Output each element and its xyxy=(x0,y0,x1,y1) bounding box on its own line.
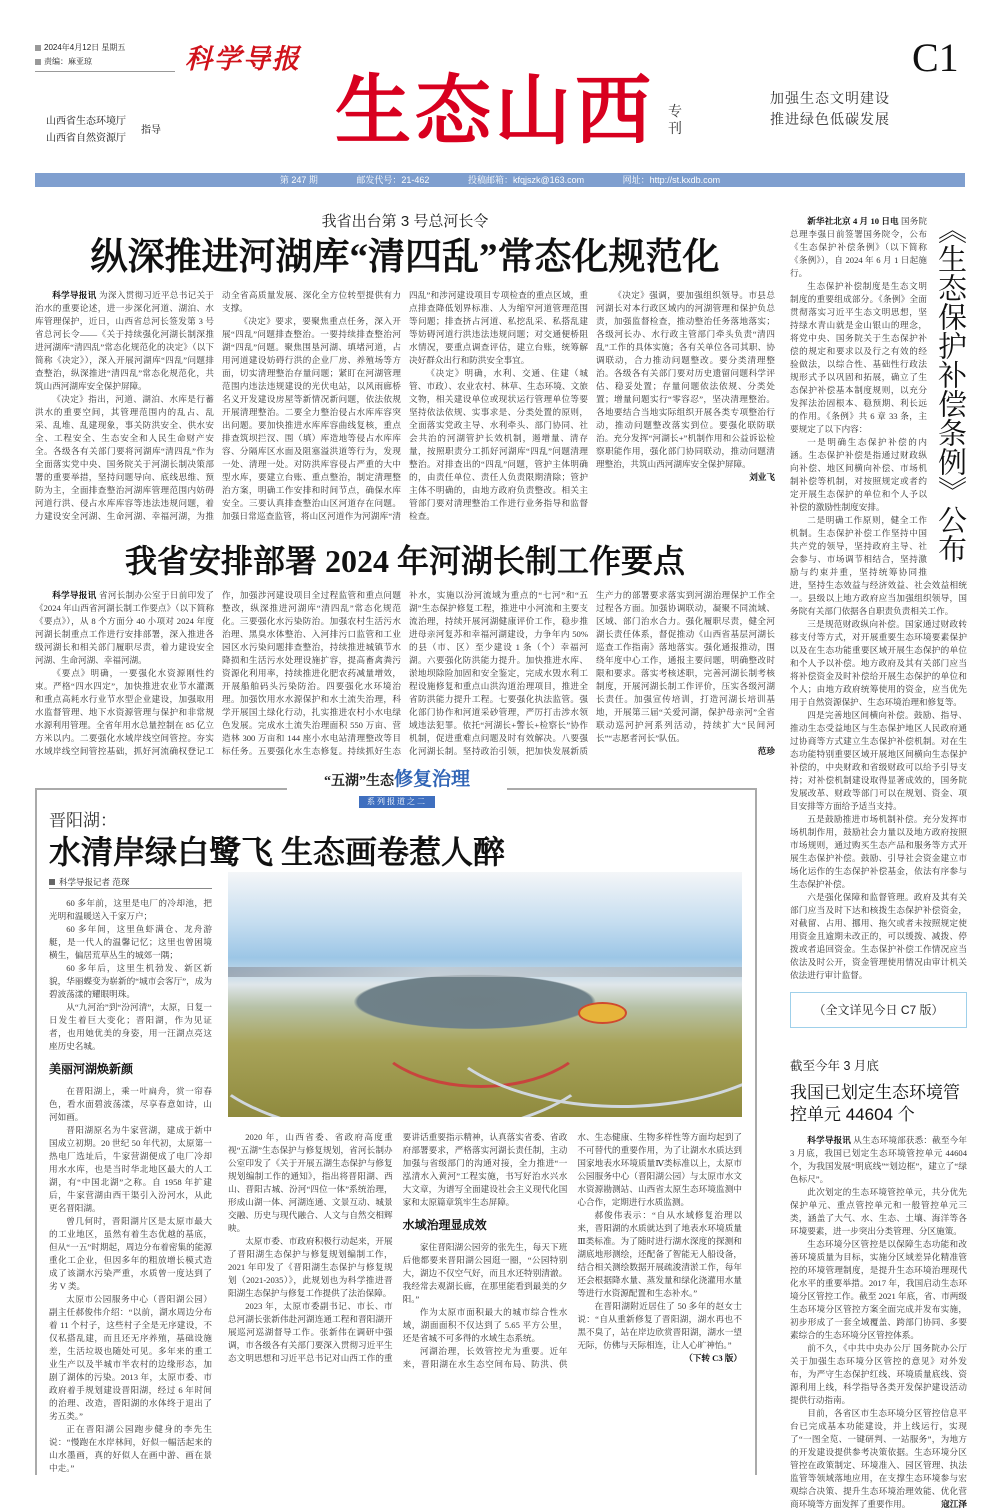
paragraph: 四是完善地区间横向补偿。鼓励、指导、推动生态受益地区与生态保护地区人民政府通过协商等方式建立生态保护补偿机制。对在生态功能特别重要区域开展地区间横向生态保护补偿的，中央财政和省级财政可以给予引导支持；对补偿机制建设取得显著成效的，国务院发展改革、财政等部门可以在规划、资金、项目安排等方面给予适当支持。 xyxy=(790,710,967,811)
paragraph: 郝俊伟表示：“自从水域修复治理以来，晋阳湖的水质就达到了地表水环境质量Ⅲ类标准。为了随时进行湖水深度的探测和湖底地形测绘，还配备了智能无人船设备，结合相关测绘数据开展疏浚清淤工作，每年还会根据降水量、蒸发量和绿化浇灌用水量等进行水资源配置和生态补水。” xyxy=(577,1210,742,1298)
article5-body xyxy=(790,1134,967,1511)
slogan: 加强生态文明建设 xyxy=(770,90,890,106)
article4-kicker: 晋阳湖： xyxy=(49,811,117,830)
slogan: 推进绿色低碳发展 xyxy=(770,111,890,127)
paragraph: 太原市委、市政府积极行动起来，开展了晋阳湖生态保护与修复规划编制工作，2021 年印发了《晋阳湖生态保护与修复规划（2021-2035）》，此规划也为科学推进晋阳湖生态保护与修复工作提供了法治保障。 xyxy=(228,1236,393,1298)
issue-date xyxy=(35,41,175,55)
paragraph-text: 国务院总理李强日前签署国务院令，公布《生态保护补偿条例》（以下简称《条例》），自 2024 年 6 月 1 日起施行。 xyxy=(790,216,927,278)
playground xyxy=(578,1002,627,1024)
author: 刘业飞 xyxy=(749,472,775,482)
series-header xyxy=(287,764,507,809)
article5-kicker: 截至今年 3 月底 xyxy=(790,1059,879,1073)
website-link[interactable]: 网址：http://st.kxdb.com xyxy=(622,175,721,185)
article4-left-body xyxy=(49,897,212,1475)
postal-code: 邮发代号：21-462 xyxy=(356,175,430,185)
paragraph: 一是明确生态保护补偿的内涵。生态保护补偿是指通过财政纵向补偿、地区间横向补偿、市场机制补偿等机制，对按照规定或者约定开展生态保护的单位和个人予以补偿的激励性制度安排。 xyxy=(790,437,927,512)
paragraph: 太原市公园服务中心（晋阳湖公园）副主任郝俊伟介绍：“以前，湖水周边分布着 11 个村子，这些村子全是无序建设，不仅私搭乱建，而且还无序养殖，基础设施差，生活垃圾也随处可见。多年来的重工业生产以及半城市半农村的边缘形态，加剧了湖体的污染。2013 年，太原市委、市政府着手规划建设晋阳湖，经过 6 年时间的治理、改造，晋阳湖的水体终于退出了劣五类。” xyxy=(49,1294,212,1421)
article3-vertical-title: 《生态保护补偿条例》公布 xyxy=(934,215,966,563)
paragraph: 60 多年间，这里鱼虾满仓、龙舟游艇，是一代人的温馨记忆；这里也曾困境横生，偏居荒草丛生的城郊一隅； xyxy=(49,924,212,960)
series-frame xyxy=(35,769,757,1475)
subheading: 美丽河湖焕新颜 xyxy=(49,1062,134,1076)
author: （下转 C3 版） xyxy=(684,1353,742,1363)
lake-photo xyxy=(228,872,742,1117)
byline-marker-icon xyxy=(49,879,55,885)
issue-number: 第 247 期 xyxy=(279,175,318,185)
paragraph: 《决定》明确，水利、交通、住建（城管、市政）、农业农村、林草、生态环境、文旅文物，相关建设单位或现状运行管理单位等要坚持依法依规、实事求是、分类处置的原则，全面落实党政主导、水利牵头、部门协同、社会共治的河湖管护长效机制，遏增量、清存量，按照职责分工抓好河湖库“四乱”问题清理整治。对排查出的“四乱”问题，管护主体明确的，由责任单位、责任人负责限期清除；管护主体不明确的，由地方政府负责整改。相关主管部门要对清理整治工作进行业务指导和监督检查。 xyxy=(409,368,588,521)
special-label: 专刊 xyxy=(668,105,682,137)
paragraph: 在晋阳湖上，乘一叶扁舟，赏一帘春色，看水面碧波荡漾，尽享春意如诗，山河如画。 xyxy=(49,1086,212,1122)
paragraph: 《决定》要求，要聚焦重点任务，深入开展“四乱”问题排查整治。一要持续排查整治河湖“四乱”问题。聚焦围垦河湖、填堵河道，占用河道建设妨碍行洪的企业厂房、养殖场等方面，切实清理整治存量问题；紧盯在河湖管理范围内违法违规建设的光伏电站，以风雨廊桥名义开发建设房屋等新情况新问题，依法依规开展清理整治。二要全力整治侵占水库库容突出问题。要加快推进水库库容曲线复核，重点排查筑坝拦汊、围（填）库造地等侵占水库库容、分隔库区水面及阻塞溢洪道等行为，发现一处、清理一处。对防洪库容侵占严重的大中型水库，要建立台账、重点整治，制定清理整治方案，明确工作安排和时间节点，确保水库安全。三要认真排查整治山区河道存在问题。加强日常巡查监管，将山区河道作为河湖库“清四乱”和涉河建设项目专项检查的重点区域，重点排查降低划界标准、人为缩窄河道管理范围等问题；排查挤占河道、私挖乱采、私搭乱建等妨碍河道行洪违法违规问题；对交通便桥阻水情况，要重点调查评估，建立台账，统筹解决好群众出行和防洪安全事宜。 xyxy=(222,290,588,521)
paragraph: 前不久，《中共中央办公厅 国务院办公厅关于加强生态环境分区管控的意见》对外发布，为严守生态保护红线、环境质量底线、资源利用上线，科学指导各类开发保护建设活动提供行动指南。 xyxy=(790,1343,967,1405)
paragraph: 晋阳湖原名为牛家营湖，建成于新中国成立初期。20 世纪 50 年代初，太原第一热电厂选址后，牛家营湖便成了电厂冷却用水水库，也是当时华北地区最大的人工湖，有“中国北湖”之称。自 1958 年扩建后，牛家营湖由西干渠引入汾河水，从此更名晋阳湖。 xyxy=(49,1125,212,1213)
paragraph: 二是明确工作原则，健全工作机制。生态保护补偿工作坚持中国共产党的领导，坚持政府主导、社会参与、市场调节相结合，坚持激励与约束并重，坚持统筹协同推进，坚持生态效益与经济效益、社会效益相统一。县级以上地方政府应当加强组织领导，国务院有关部门依据各自职责负责相关工作。 xyxy=(790,515,967,616)
article4-right-area xyxy=(228,872,742,1475)
paragraph: 作为太原市面积最大的城市综合性水域，湖面面积不仅达到了 5.65 平方公里，还是省城不可多得的水域生态系统。 xyxy=(402,1307,568,1343)
paragraph: 生态保护补偿制度是生态文明制度的重要组成部分。《条例》全面贯彻落实习近平生态文明思想，坚持绿水青山就是金山银山的理念，将党中央、国务院关于生态保护补偿的规定和要求以及行之有效的经验做法，以综合性、基础性行政法规形式予以巩固和拓展，确立了生态保护补偿基本制度规则，以充分发挥法治固根本、稳预期、利长远的作用。《条例》共 6 章 33 条，主要规定了以下内容： xyxy=(790,281,927,434)
article3-body xyxy=(790,215,967,982)
date-marker-icon xyxy=(35,45,41,51)
guidance-org: 山西省自然资源厅 xyxy=(46,133,126,144)
paragraph: 家住晋阳湖公园旁的张先生，每天下班后他都要来晋阳湖公园逛一圈，“公园特别大，湖边不仅空气好，而且水还特别清澈。我经常去观湖长廊，在那里能看到最美的夕阳。” xyxy=(402,1242,568,1304)
submission-email[interactable]: 投稿邮箱：kfqjszk@163.com xyxy=(467,175,585,185)
paragraph: 从“九河治”到“汾河清”，太原，日复一日发生着巨大变化；晋阳湖，作为见证者，也用她优美的身姿，用一汪湖点亮这座历史名城。 xyxy=(49,1002,212,1051)
article1-headline: 纵深推进河湖库“清四乱”常态化规范化 xyxy=(90,237,720,278)
paragraph: 五是鼓励推进市场机制补偿。充分发挥市场机制作用，鼓励社会力量以及地方政府按照市场规则，通过购买生态产品和服务等方式开展生态保护补偿。鼓励、引导社会资金建立市场化运作的生态保护补偿基金，依法有序参与生态保护补偿。 xyxy=(790,814,967,889)
newspaper-logo: 科学导报 xyxy=(185,44,301,74)
page-body xyxy=(35,205,967,1511)
see-full-text-box: （全文详见今日 C7 版） xyxy=(790,992,967,1028)
dateline: 科学导报讯 xyxy=(52,590,97,600)
paragraph-text: 省河长制办公室于日前印发了《2024 年山西省河湖长制工作要点》（以下简称《要点》），从 8 个方面分 40 小项对 2024 年度河湖长制重点工作进行安排部署，深入推进各级河湖长和相关部门履职尽责，着力建设安全河湖、生命河湖、幸福河湖。 xyxy=(35,590,214,665)
paragraph: 2023 年，太原市委副书记、市长、市总河湖长张新伟赴河湖连通工程和晋阳湖开展巡河巡湖督导工作。张新伟在调研中强调，市各级各有关部门要深入贯彻习近平生态文明思想和习近平总书记对山西工作的重要讲话重要指示精神，认真落实省委、省政府部署要求，严格落实河湖长责任制，主动加强与省级部门的沟通对接，全力推进“一泓清水入黄河”工程实施，书写好治水兴水大文章，为谱写全面建设社会主义现代化国家和太原篇章筑牢生态屏障。 xyxy=(228,1132,568,1363)
editor-marker-icon xyxy=(35,59,41,65)
paragraph: 河湖治理，长效管控尤为重要。近年来，晋阳湖在水生态空间布局、防洪、供水、生态健康、生物多样性等方面均起到了不可替代的重要作用，为了让湖水水质达到国家地表水环境质量Ⅳ类标准以上，太原市公园服务中心（晋阳湖公园）与太原市水文水资源勘测站、山西省太原生态环境监测中心合作，定期进行水质监测。 xyxy=(402,1132,742,1369)
slogans xyxy=(770,88,890,130)
paragraph: 生态环境分区管控是以保障生态功能和改善环境质量为目标，实施分区域差异化精准管控的环境管理制度，是提升生态环境治理现代化水平的重要举措。2017 年，我国启动生态环境分区管控工作。截至 2021 年底，省、市两级生态环境分区管控方案全面完成并发布实施，初步形成了一套全域覆盖、跨部门协同、多要素综合的生态环境分区管控体系。 xyxy=(790,1239,967,1340)
paragraph-text: 为深入贯彻习近平总书记关于治水的重要论述，进一步深化河道、湖泊、水库管理保护，近日，山西省总河长签发第 3 号省总河长令——《关于持续强化河湖长制深推进河湖库“清四乱”常态化规范化的决定》（以下简称《决定》），深入开展河湖库“四乱”问题排查整治，纵深推进“清四乱”常态化规范化，共筑山西河湖库安全保护屏障。 xyxy=(35,290,214,391)
info-bar xyxy=(35,173,965,187)
paragraph xyxy=(596,289,775,482)
author: 寇江泽 xyxy=(941,1499,967,1509)
paragraph: 曾几何时，晋阳湖片区是太原市最大的工业地区，虽然有着生态优越的基底，但从“一五”时期起，周边分布着密集的能源重化工企业，但因多年的粗放增长模式造成了该湖水污染严重，水质曾一度达到了劣 V 类。 xyxy=(49,1216,212,1291)
article4-bottom-body xyxy=(228,1131,742,1371)
paragraph-text: 从生态环境部获悉：截至今年 3 月底，我国已划定生态环境管控单元 44604 个，为我国发展“明底线”“划边框”，建立了“绿色标尺”。 xyxy=(790,1135,967,1184)
article4-left-column xyxy=(49,872,212,1475)
paragraph xyxy=(790,1134,967,1186)
page-number: C1 xyxy=(912,35,959,80)
article5-headline: 我国已划定生态环境管控单元 44604 个 xyxy=(790,1083,960,1124)
article1-kicker: 我省出台第 3 号总河长令 xyxy=(321,213,489,230)
series-title-highlight: 修复治理 xyxy=(393,769,470,790)
paragraph xyxy=(35,589,214,667)
dateline: 科学导报讯 xyxy=(52,290,97,300)
page-editor-text: 责编：麻亚琼 xyxy=(44,57,92,66)
paragraph: 正在晋阳湖公园跑步健身的李先生说：“慢跑在水岸林间，好似一幅活起来的山水墨画，真的好似人在画中游、画在景中走。” xyxy=(49,1424,212,1473)
paragraph: 此次划定的生态环境管控单元，共分优先保护单元、重点管控单元和一般管控单元三类，涵盖了大气、水、生态、土壤、海洋等各环境要素，进一步突出分类管理、分区施策。 xyxy=(790,1187,967,1236)
byline-text: 科学导报记者 范琛 xyxy=(59,877,130,887)
paragraph: 60 多年前，这里是电厂的冷却池，把光明和温暖送入千家万户； xyxy=(49,898,212,921)
main-column xyxy=(35,205,775,1475)
paragraph xyxy=(790,1407,967,1511)
subheading: 水域治理显成效 xyxy=(402,1218,487,1232)
article1-body xyxy=(35,289,775,523)
dateline: 新华社北京 4 月 10 日电 xyxy=(807,216,899,226)
guidance-suffix: 指导 xyxy=(141,125,161,136)
paragraph: 《决定》指出，河道、湖泊、水库是行蓄洪水的重要空间，其管理范围内的乱占、乱采、乱堆、乱建现象，事关防洪安全、供水安全、工程安全、生态安全和人民生命财产安全。各级各有关部门要将河湖库“清四乱”作为全面落实党中央、国务院关于河湖长制决策部署的重要举措，坚持问题导向、底线思维、预防为主，全面排查整治河湖库管理范围内妨碍河道行洪、侵占水库库容等违法违规问题，着力建设安全河湖、生命河湖、幸福河湖，为推动全省高质量发展、深化全方位转型提供有力支撑。 xyxy=(35,290,401,521)
article4-content xyxy=(37,872,755,1475)
paragraph xyxy=(35,289,214,393)
paragraph: 三是规范财政纵向补偿。国家通过财政转移支付等方式，对开展重要生态环境要素保护以及在生态功能重要区域开展生态保护的单位和个人予以补偿。地方政府及其有关部门应当将补偿资金及时补偿给开展生态保护的单位和个人；由地方政府统筹使用的资金，应当优先用于自然资源保护、生态环境治理和修复等。 xyxy=(790,619,967,707)
article2-headline: 我省安排部署 2024 年河湖长制工作要点 xyxy=(124,543,685,579)
guidance-org: 山西省生态环境厅 xyxy=(46,116,126,127)
page-editor xyxy=(35,55,175,69)
guidance-block xyxy=(46,113,126,147)
paragraph: 六是强化保障和监督管理。政府及其有关部门应当及时下达和核拨生态保护补偿资金，对截留、占用、挪用、拖欠或者未按照规定使用资金且逾期未改正的，可以缓拨、减拨、停拨或者追回资金。生态保护补偿工作情况应当依法及时公开，资金管理使用情况由审计机关依法进行审计监督。 xyxy=(790,892,967,980)
article4-headline: 水清岸绿白鹭飞 生态画卷惹人醉 xyxy=(49,834,506,870)
series-tag: 系列报道之二 xyxy=(359,796,435,808)
issue-date-text: 2024年4月12日 星期五 xyxy=(44,43,126,52)
author: 范珍 xyxy=(757,746,775,756)
series-title-prefix: “五湖”生态 xyxy=(323,774,394,789)
byline xyxy=(49,876,212,889)
section-title: 生态山西 xyxy=(335,70,655,154)
article2-body xyxy=(35,589,775,758)
paragraph: 《要点》明确，一要强化水资源刚性约束。严格“四水四定”，加快推进农业节水灌溉和重点高耗水行业节水型企业建设，加强取用水监督管理、地下水资源管理与保护和非常规水源利用管理。全省年用水总量控制在 85 亿立方米以内。二要强化水域岸线空间管控。夯实水域岸线空间管控基础，抓好河流确权登记工作，加强涉河建设项目全过程监管和重点问题整改，纵深推进河湖库“清四乱”常态化规范化。三要强化水污染防治。加强农村生活污水治理、黑臭水体整治、入河排污口监管和工业园区水污染问题排查整治，持续推进城镇节水降损和生活污水处理设施扩容，提高畜禽粪污资源化利用率，持续推进化肥农药减量增效，开展船舶码头污染防治。四要强化水环境治理。加强饮用水水源保护和水土流失治理，科学开展国土绿化行动，扎实推进农村小水电绿色发展。完成水土流失治理面积 550 万亩、营造林 300 万亩和 144 座小水电站清理整改等目标任务。五要强化水生态修复。持续抓好生态补水，实施以汾河流域为重点的“七河”和“五湖”生态保护修复工程，推进中小河流和主要支流治理，持续开展河湖健康评价工作，稳步推进母亲河复苏和幸福河湖建设，力争年内 50% 的县（市、区）至少建设 1 条（个）幸福河湖。六要强化防洪能力提升。加快推进水库、淤地坝除险加固和安全鉴定，完成水毁水利工程设施修复和重点山洪沟道治理项目，推进全省防洪能力提升工程。七要强化执法监管。强化部门协作和河道采砂管理，严厉打击涉水领域违法犯罪。依托“河湖长+警长+检察长”协作机制，促进重难点问题及时有效解决。八要强化河湖长制。坚持政治引领，把加快发展新质生产力的部署要求落实到河湖治理保护工作全过程各方面。加强协调联动，凝聚不同流域、区域、部门治水合力。强化履职尽责，健全河湖长责任体系，督促推动《山西省基层河湖长巡查工作指南》落地落实。强化通报推动，围绕年度中心工作，通报主要问题，明确整改时限和要求。落实考核述职，完善河湖长制考核制度，开展河湖长制工作评价，压实各级河湖长责任。加强宣传培训，打造河湖长培训基地，开展第三届“关爱河湖，保护母亲河”全省联动巡河护河系列活动，持续扩大“民间河长”“志愿者河长”队伍。 xyxy=(35,590,775,756)
paragraph: 2020 年，山西省委、省政府高度重视“五湖”生态保护与修复规划，省河长制办公室印发了《关于开展五湖生态保护与修复规划编制工作的通知》，指出将晋阳湖、西山、晋阳古城、汾河“四位一体”系统治理，形成山湖一体、河湖连通、文景互动、城景交融、历史与现代融合、人文与自然交相辉映。 xyxy=(228,1132,393,1233)
paragraph-text: 《决定》强调，要加强组织领导。市县总河湖长对本行政区域内的河湖管理和保护负总责，加强监督检查，推动整治任务落地落实；各级河长办、水行政主管部门牵头负责“清四乱”工作的具体实施；各有关单位各司其职、协调联动，合力推动问题整改。要分类清理整治。各级各有关部门要对历史遗留问题科学评估、稳妥处置；存量问题依法依规、分类处置；增量问题实行“零容忍”，坚决清理整治。各地要结合当地实际组织开展各类专项整治行动，推动问题整改落实到位。要强化联防联治。充分发挥“河湖长+”机制作用和公益诉讼检察职能作用，强化部门协同联动，推动问题清理整治，共筑山西河湖库安全保护屏障。 xyxy=(596,290,775,469)
dateline: 科学导报讯 xyxy=(807,1135,851,1145)
right-column xyxy=(790,205,967,1511)
paragraph: 60 多年后，这里生机勃发、新区新貌，华丽蝶变为崭新的“城市会客厅”，成为碧波荡漾的耀眼明珠。 xyxy=(49,963,212,999)
paragraph-text: 目前，各省区市生态环境分区管控信息平台已完成基本功能建设，并上线运行，实现了“一图全览、一键研判、一站服务”，为地方的开发建设提供参考决策依据。生态环境分区管控在政策制定、环境准入、园区管理、执法监管等领域落地应用，在支撑生态环境参与宏观综合决策、提升生态环境治理效能、优化营商环境等方面发挥了重要作用。 xyxy=(790,1408,967,1509)
paragraph: 在晋阳湖附近居住了 50 多年的赵女士说：“自从重新修复了晋阳湖，湖水再也不黑不臭了，站在岸边欣赏晋阳湖，湖水一望无际，仿佛与天际相连，让人心旷神怡。” xyxy=(577,1301,742,1350)
issue-info xyxy=(35,41,175,72)
